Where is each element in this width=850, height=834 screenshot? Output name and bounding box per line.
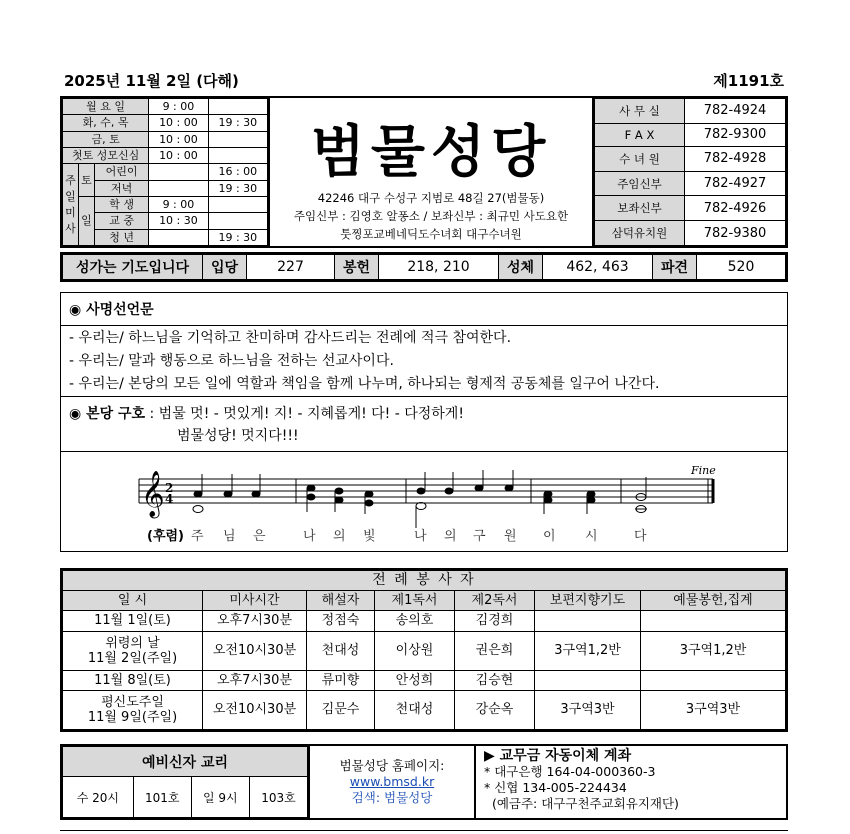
service-date: 11월 1일(토) xyxy=(63,611,203,631)
schedule-time: 9 : 00 xyxy=(149,99,208,115)
homepage-box xyxy=(310,744,474,820)
service-reading2: 김경희 xyxy=(455,611,535,631)
music-staff xyxy=(61,452,789,552)
contact-label: 수 녀 원 xyxy=(595,147,685,172)
lyric-syllable: 시 xyxy=(585,529,598,544)
schedule-label: 금, 토 xyxy=(63,131,149,147)
service-reading1: 천대성 xyxy=(375,690,455,729)
table-row xyxy=(63,670,786,690)
hymn-value: 462, 463 xyxy=(543,255,653,280)
contact-label: 사 무 실 xyxy=(595,99,685,124)
schedule-label: 저녁 xyxy=(95,180,149,196)
column-header: 제2독서 xyxy=(455,591,535,611)
schedule-time: 10 : 00 xyxy=(149,115,208,131)
motto-label: ◉ 본당 구호 xyxy=(69,406,146,422)
hymn-label: 입당 xyxy=(203,255,247,280)
catechumen-cell: 101호 xyxy=(133,777,191,818)
contact-number: 782-4928 xyxy=(685,147,786,172)
bulletin-date: 2025년 11월 2일 (다해) xyxy=(64,72,239,90)
hymn-label: 파견 xyxy=(653,255,697,280)
motto-line2: 범물성당! 멋지다!!! xyxy=(177,428,299,444)
service-time: 오후7시30분 xyxy=(203,670,307,690)
mission-line: - 우리는/ 본당의 모든 일에 역할과 책임을 함께 나누며, 하나되는 형제적 공동체를 일구어 나간다. xyxy=(69,376,660,392)
schedule-time xyxy=(149,180,208,196)
mission-heading: ◉ 사명선언문 xyxy=(69,302,154,318)
motto-text: : 범물 멋! - 멋있게! 지! - 지혜롭게! 다! - 다정하게! xyxy=(149,406,464,422)
refrain-label: (후렴) xyxy=(147,529,184,544)
table-row xyxy=(63,690,786,729)
schedule-label: 교 중 xyxy=(95,213,149,229)
table-row xyxy=(63,631,786,670)
liturgy-service-table xyxy=(60,568,788,732)
lyric-syllable: 의 xyxy=(333,529,346,544)
contact-number: 782-9380 xyxy=(685,221,786,246)
lyric-syllable: 빛 xyxy=(363,529,376,544)
mission-line: - 우리는/ 하느님을 기억하고 찬미하며 감사드리는 전례에 적극 참여한다. xyxy=(69,330,512,346)
service-commentator: 김문수 xyxy=(307,690,375,729)
bank-line: * 대구은행 164-04-000360-3 xyxy=(484,764,656,779)
column-header: 제1독서 xyxy=(375,591,455,611)
time-signature: 2 xyxy=(165,481,174,495)
church-title-block xyxy=(270,96,592,248)
service-date: 평신도주일 11월 9일(주일) xyxy=(63,690,203,729)
hymn-value: 218, 210 xyxy=(379,255,499,280)
service-reading2: 강순옥 xyxy=(455,690,535,729)
homepage-search: 검색: 범물성당 xyxy=(351,790,433,805)
schedule-time: 19 : 30 xyxy=(208,229,267,245)
service-table-title: 전 례 봉 사 자 xyxy=(63,571,786,591)
lyric-syllable: 이 xyxy=(543,529,556,544)
service-time: 오전10시30분 xyxy=(203,690,307,729)
schedule-time xyxy=(208,147,267,163)
column-header: 보편지향기도 xyxy=(535,591,641,611)
catechumen-class xyxy=(60,744,310,820)
sunday-mass-label xyxy=(63,164,79,246)
mission-line: - 우리는/ 말과 행동으로 하느님을 전하는 선교사이다. xyxy=(69,353,394,369)
contact-label: 보좌신부 xyxy=(595,196,685,221)
service-prayer xyxy=(535,611,641,631)
lyric-syllable: 주 xyxy=(191,529,204,544)
schedule-time xyxy=(208,196,267,212)
column-header: 예물봉헌,집계 xyxy=(641,591,786,611)
divider xyxy=(60,830,788,831)
contact-label: F A X xyxy=(595,123,685,146)
service-time: 오전10시30분 xyxy=(203,631,307,670)
homepage-link[interactable]: www.bmsd.kr xyxy=(349,774,435,789)
schedule-time xyxy=(149,229,208,245)
service-prayer: 3구역3반 xyxy=(535,690,641,729)
schedule-label: 월 요 일 xyxy=(63,99,149,115)
schedule-time xyxy=(208,213,267,229)
catechumen-title: 예비신자 교리 xyxy=(63,747,308,777)
schedule-time: 16 : 00 xyxy=(208,164,267,180)
service-offering: 3구역1,2반 xyxy=(641,631,786,670)
schedule-time: 10 : 00 xyxy=(149,131,208,147)
contact-number: 782-4924 xyxy=(685,99,786,124)
hymn-value: 227 xyxy=(247,255,335,280)
bank-title: ▶ 교무금 자동이체 계좌 xyxy=(484,748,632,764)
catechumen-cell: 일 9시 xyxy=(191,777,249,818)
contact-number: 782-9300 xyxy=(685,123,786,146)
column-header: 해설자 xyxy=(307,591,375,611)
column-header: 일 시 xyxy=(63,591,203,611)
mission-statement xyxy=(60,292,788,452)
schedule-time: 19 : 30 xyxy=(208,180,267,196)
schedule-label: 청 년 xyxy=(95,229,149,245)
lyric-syllable: 님 xyxy=(223,529,236,544)
lyric-syllable: 은 xyxy=(253,529,266,544)
saturday-label: 토 xyxy=(79,164,95,197)
parish-motto xyxy=(69,403,464,447)
lyric-syllable: 구 xyxy=(473,529,486,544)
mass-schedule xyxy=(60,96,270,248)
hymn-label: 봉헌 xyxy=(335,255,379,280)
sunday-label: 일 xyxy=(79,196,95,245)
time-signature: 4 xyxy=(165,492,174,506)
homepage-label: 범물성당 홈페이지: xyxy=(339,758,445,773)
church-address: 42246 대구 수성구 지범로 48길 27(범물동) xyxy=(317,191,545,205)
service-prayer: 3구역1,2반 xyxy=(535,631,641,670)
schedule-label: 첫토 성모신심 xyxy=(63,147,149,163)
schedule-time: 10 : 30 xyxy=(149,213,208,229)
issue-number: 제1191호 xyxy=(713,72,784,90)
contact-number: 782-4926 xyxy=(685,196,786,221)
catechumen-cell: 103호 xyxy=(249,777,307,818)
hymn-numbers xyxy=(60,252,788,282)
bank-transfer-box xyxy=(474,744,788,820)
hymn-value: 520 xyxy=(697,255,786,280)
schedule-time xyxy=(149,164,208,180)
service-date: 위령의 날 11월 2일(주일) xyxy=(63,631,203,670)
contact-table xyxy=(592,96,788,248)
service-reading2: 권은희 xyxy=(455,631,535,670)
sunday-mass-text: 주 일 미 사 xyxy=(65,173,76,235)
church-name: 범물성당 xyxy=(310,120,552,185)
service-reading1: 송의호 xyxy=(375,611,455,631)
lyric-syllable: 나 xyxy=(303,529,316,544)
contact-number: 782-4927 xyxy=(685,171,786,196)
service-commentator: 류미향 xyxy=(307,670,375,690)
schedule-time: 10 : 00 xyxy=(149,147,208,163)
column-header: 미사시간 xyxy=(203,591,307,611)
treble-clef-icon: 𝄞 xyxy=(141,471,165,517)
lyric-syllable: 나 xyxy=(414,529,427,544)
priests-line: 주임신부 : 김영호 알퐁소 / 보좌신부 : 최규민 사도요한 xyxy=(293,209,569,223)
catechumen-cell: 수 20시 xyxy=(63,777,134,818)
hymn-label: 성체 xyxy=(499,255,543,280)
service-time: 오후7시30분 xyxy=(203,611,307,631)
service-commentator: 정점숙 xyxy=(307,611,375,631)
service-prayer xyxy=(535,670,641,690)
divider xyxy=(61,325,787,326)
service-reading1: 이상원 xyxy=(375,631,455,670)
service-reading2: 김승현 xyxy=(455,670,535,690)
service-offering xyxy=(641,611,786,631)
mission-lines xyxy=(69,327,659,396)
service-reading1: 안성희 xyxy=(375,670,455,690)
bank-line: * 신협 134-005-224434 xyxy=(484,780,627,795)
lyric-syllable: 의 xyxy=(444,529,457,544)
contact-label: 삼덕유치원 xyxy=(595,221,685,246)
service-date: 11월 8일(토) xyxy=(63,670,203,690)
hymn-notation xyxy=(60,452,788,552)
service-commentator: 천대성 xyxy=(307,631,375,670)
service-offering: 3구역3반 xyxy=(641,690,786,729)
schedule-time: 9 : 00 xyxy=(149,196,208,212)
contact-label: 주임신부 xyxy=(595,171,685,196)
service-offering xyxy=(641,670,786,690)
schedule-label: 화, 수, 목 xyxy=(63,115,149,131)
sisters-line: 툿찡포교베네딕도수녀회 대구수녀원 xyxy=(340,227,522,241)
schedule-label: 학 생 xyxy=(95,196,149,212)
lyric-syllable: 원 xyxy=(504,529,517,544)
fine-mark: Fine xyxy=(691,464,716,477)
table-row xyxy=(63,611,786,631)
schedule-time: 19 : 30 xyxy=(208,115,267,131)
divider xyxy=(61,396,787,397)
schedule-time xyxy=(208,131,267,147)
hymn-slogan: 성가는 기도입니다 xyxy=(63,255,203,280)
lyric-syllable: 다 xyxy=(634,529,647,544)
bank-line: (예금주: 대구구천주교회유지재단) xyxy=(484,796,679,811)
schedule-label: 어린이 xyxy=(95,164,149,180)
schedule-time xyxy=(208,99,267,115)
